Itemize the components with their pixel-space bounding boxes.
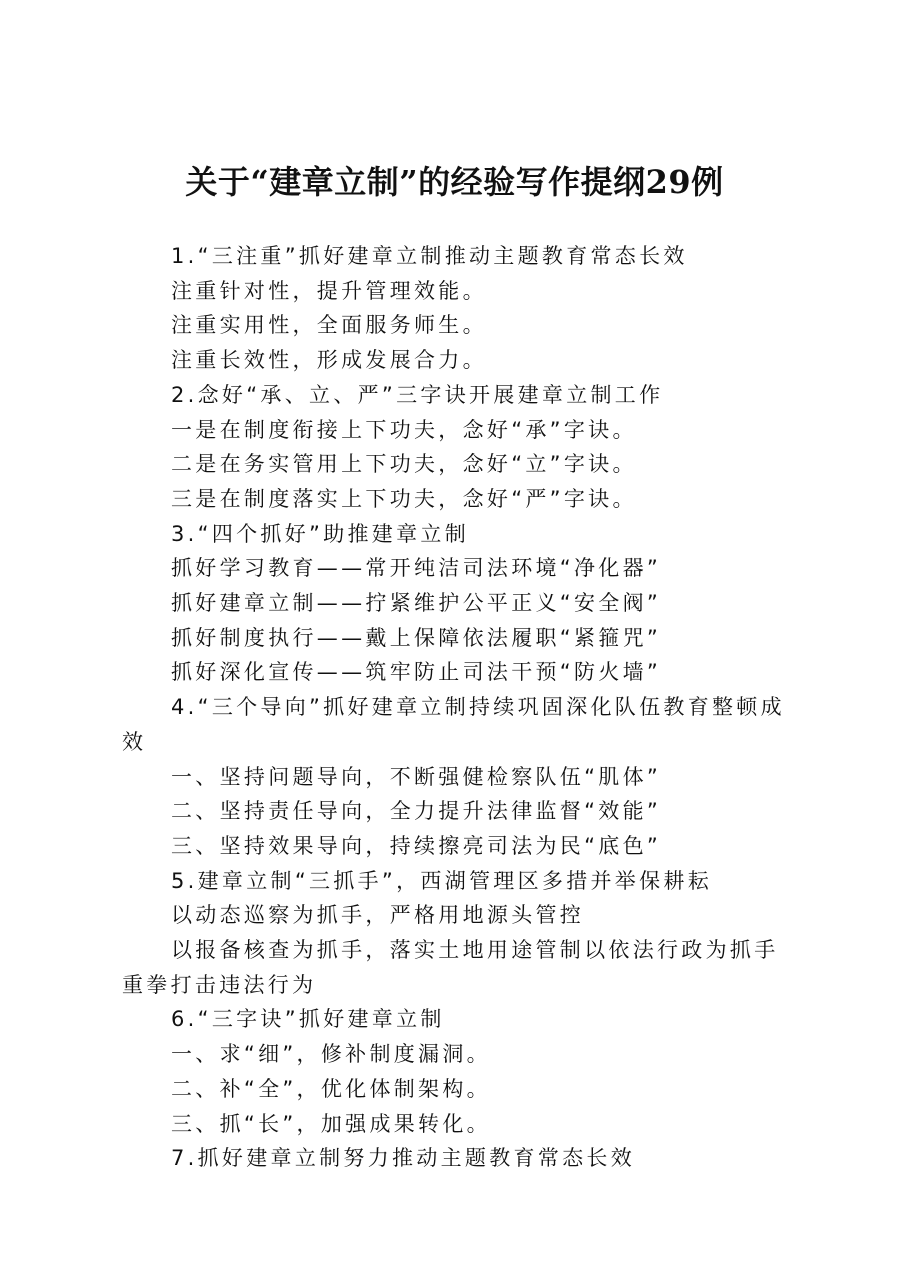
section-heading-6: 6.“三字诀”抓好建章立制 [171, 1007, 445, 1032]
body-line: 抓好建章立制——拧紧维护公平正义“安全阀” [171, 591, 662, 616]
body-line: 二、补“全”，优化体制架构。 [171, 1076, 491, 1101]
body-line: 一、坚持问题导向，不断强健检察队伍“肌体” [171, 764, 662, 789]
section-heading-7: 7.抓好建章立制努力推动主题教育常态长效 [171, 1146, 636, 1171]
section-heading-5: 5.建章立制“三抓手”，西湖管理区多措并举保耕耘 [171, 868, 712, 893]
body-line: 三是在制度落实上下功夫，念好“严”字诀。 [171, 486, 637, 511]
section-heading-1: 1.“三注重”抓好建章立制推动主题教育常态长效 [171, 244, 688, 268]
body-line: 抓好深化宣传——筑牢防止司法干预“防火墙” [171, 660, 662, 685]
body-line: 注重针对性，提升管理效能。 [171, 278, 487, 303]
body-line: 二是在务实管用上下功夫，念好“立”字诀。 [171, 452, 637, 477]
body-line: 一是在制度衔接上下功夫，念好“承”字诀。 [171, 417, 637, 442]
document-title: 关于“建章立制”的经验写作提纲29例 [185, 163, 724, 201]
section-heading-2: 2.念好“承、立、严”三字诀开展建章立制工作 [171, 382, 664, 407]
body-line: 抓好制度执行——戴上保障依法履职“紧箍咒” [171, 625, 662, 650]
body-line: 抓好学习教育——常开纯洁司法环境“净化器” [171, 556, 662, 581]
body-line: 一、求“细”，修补制度漏洞。 [171, 1042, 491, 1067]
section-heading-4: 4.“三个导向”抓好建章立制持续巩固深化队伍教育整顿成效 [122, 695, 785, 754]
body-line: 三、坚持效果导向，持续擦亮司法为民“底色” [171, 833, 662, 858]
body-line: 二、坚持责任导向，全力提升法律监督“效能” [171, 799, 662, 824]
body-line: 注重实用性，全面服务师生。 [171, 313, 487, 338]
body-line: 注重长效性，形成发展合力。 [171, 348, 487, 373]
body-line: 以报备核查为抓手，落实土地用途管制以依法行政为抓手重拳打击违法行为 [122, 938, 779, 997]
document-body [122, 239, 797, 1176]
body-line: 三、抓“长”，加强成果转化。 [171, 1111, 491, 1136]
section-heading-3: 3.“四个抓好”助推建章立制 [171, 521, 469, 546]
body-line: 以动态巡察为抓手，严格用地源头管控 [171, 903, 585, 928]
